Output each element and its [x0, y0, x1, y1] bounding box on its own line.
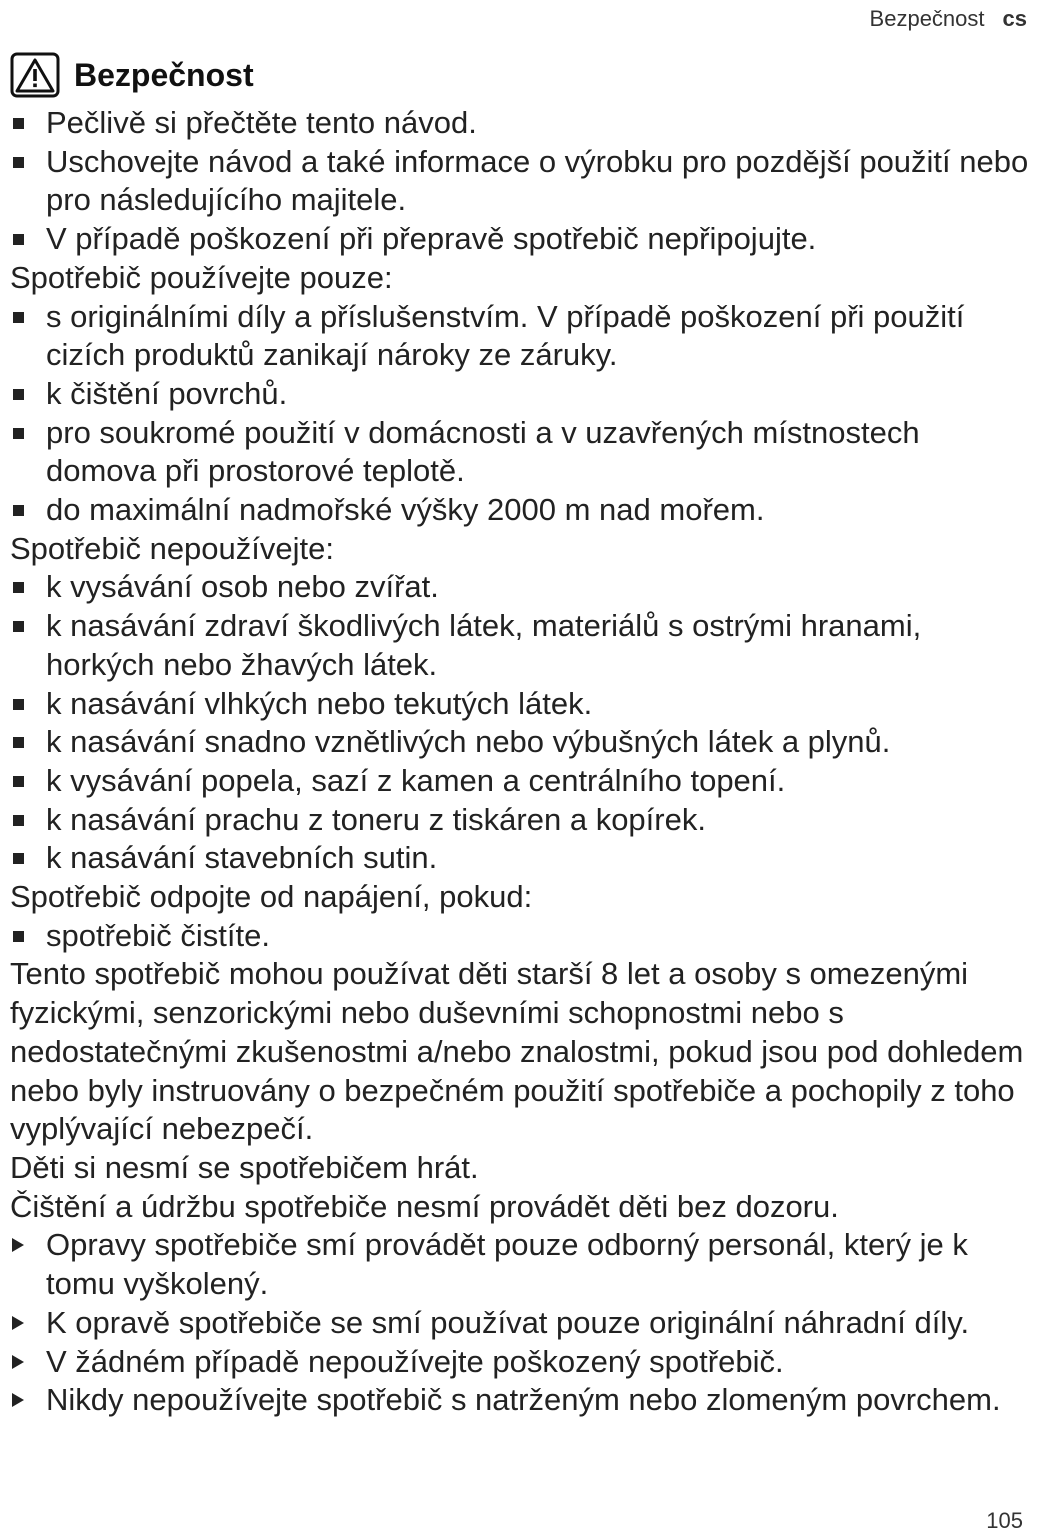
paragraph: Čištění a údržbu spotřebiče nesmí provádět děti bez dozoru.: [10, 1188, 839, 1224]
header-lang: cs: [1002, 6, 1027, 31]
instruction-item: [10, 1381, 1035, 1420]
bullet-item: [10, 104, 1035, 143]
item-text: k vysávání osob nebo zvířat.: [46, 569, 439, 605]
item-text: Opravy spotřebiče smí provádět pouze odborný personál, který je k tomu vyškolený.: [46, 1227, 968, 1302]
bullet-square-icon: [13, 505, 24, 516]
bullet-square-icon: [13, 776, 24, 787]
bullet-square-icon: [13, 312, 24, 323]
item-text: V žádném případě nepoužívejte poškozený spotřebič.: [46, 1343, 784, 1379]
bullet-item: [10, 607, 1035, 684]
arrow-right-icon: [12, 1316, 24, 1330]
item-text: Uschovejte návod a také informace o výrobku pro pozdější použití nebo pro následujícího majitele.: [46, 143, 1029, 218]
bullet-square-icon: [13, 157, 24, 168]
page-number: 105: [986, 1508, 1023, 1533]
bullet-item: [10, 298, 1035, 375]
arrow-right-icon: [12, 1355, 24, 1369]
item-text: K opravě spotřebiče se smí používat pouze originální náhradní díly.: [46, 1304, 970, 1340]
item-text: k nasávání zdraví škodlivých látek, materiálů s ostrými hranami, horkých nebo žhavých látek.: [46, 608, 922, 682]
paragraph: Spotřebič nepoužívejte:: [10, 530, 334, 566]
bullet-square-icon: [13, 428, 24, 439]
paragraph: Spotřebič používejte pouze:: [10, 259, 393, 295]
item-text: k nasávání snadno vznětlivých nebo výbušných látek a plynů.: [46, 724, 891, 760]
instruction-item: [10, 1343, 1035, 1382]
item-text: k vysávání popela, sazí z kamen a centrálního topení.: [46, 762, 786, 798]
item-text: k nasávání stavebních sutin.: [46, 840, 438, 876]
bullet-item: [10, 917, 1035, 956]
bullet-square-icon: [13, 815, 24, 826]
bullet-square-icon: [13, 582, 24, 593]
bullet-square-icon: [13, 699, 24, 710]
bullet-item: [10, 568, 1035, 607]
arrow-right-icon: [12, 1393, 24, 1407]
item-text: k nasávání vlhkých nebo tekutých látek.: [46, 685, 593, 721]
bullet-item: [10, 491, 1035, 530]
bullet-square-icon: [13, 118, 24, 129]
bullet-item: [10, 685, 1035, 724]
item-text: Nikdy nepoužívejte spotřebič s natrženým nebo zlomeným povrchem.: [46, 1382, 1001, 1418]
item-text: V případě poškození při přepravě spotřebič nepřipojujte.: [46, 221, 817, 257]
item-text: Pečlivě si přečtěte tento návod.: [46, 105, 477, 140]
item-text: pro soukromé použití v domácnosti a v uzavřených místnostech domova při prostorové teplotě.: [46, 414, 920, 489]
safety-content: [10, 104, 1035, 1420]
page-title: Bezpečnost: [74, 56, 254, 93]
bullet-item: [10, 143, 1035, 220]
arrow-right-icon: [12, 1238, 24, 1252]
bullet-square-icon: [13, 389, 24, 400]
item-text: do maximální nadmořské výšky 2000 m nad mořem.: [46, 492, 765, 528]
bullet-square-icon: [13, 931, 24, 942]
header-section: Bezpečnost: [869, 6, 985, 31]
item-text: s originálními díly a příslušenstvím. V případě poškození při použití cizích produktů zanikají nároky ze záruky.: [46, 298, 965, 373]
paragraph: Spotřebič odpojte od napájení, pokud:: [10, 879, 533, 915]
bullet-square-icon: [13, 234, 24, 245]
warning-icon: [10, 52, 60, 98]
bullet-item: [10, 723, 1035, 762]
bullet-square-icon: [13, 621, 24, 632]
paragraph: Děti si nesmí se spotřebičem hrát.: [10, 1149, 479, 1185]
instruction-item: [10, 1226, 1035, 1303]
item-text: k nasávání prachu z toneru z tiskáren a kopírek.: [46, 801, 706, 837]
item-text: spotřebič čistíte.: [46, 917, 270, 953]
bullet-item: [10, 762, 1035, 801]
page-header: [870, 6, 1027, 32]
paragraph: Tento spotřebič mohou používat děti starší 8 let a osoby s omezenými fyzickými, senzorickými nebo duševními schopnostmi nebo s nedostatečnými zkušenostmi a/nebo znalostmi, pokud jsou pod dohledem nebo byly instruovány o bezpečném použití spotřebiče a pochopily z toho vyplývající nebezpečí.: [10, 956, 1024, 1147]
bullet-square-icon: [13, 737, 24, 748]
bullet-item: [10, 220, 1035, 259]
bullet-item: [10, 375, 1035, 414]
item-text: k čištění povrchů.: [46, 375, 288, 411]
bullet-item: [10, 839, 1035, 878]
bullet-item: [10, 414, 1035, 491]
bullet-square-icon: [13, 853, 24, 864]
section-title-row: [10, 52, 254, 98]
instruction-item: [10, 1304, 1035, 1343]
bullet-item: [10, 801, 1035, 840]
